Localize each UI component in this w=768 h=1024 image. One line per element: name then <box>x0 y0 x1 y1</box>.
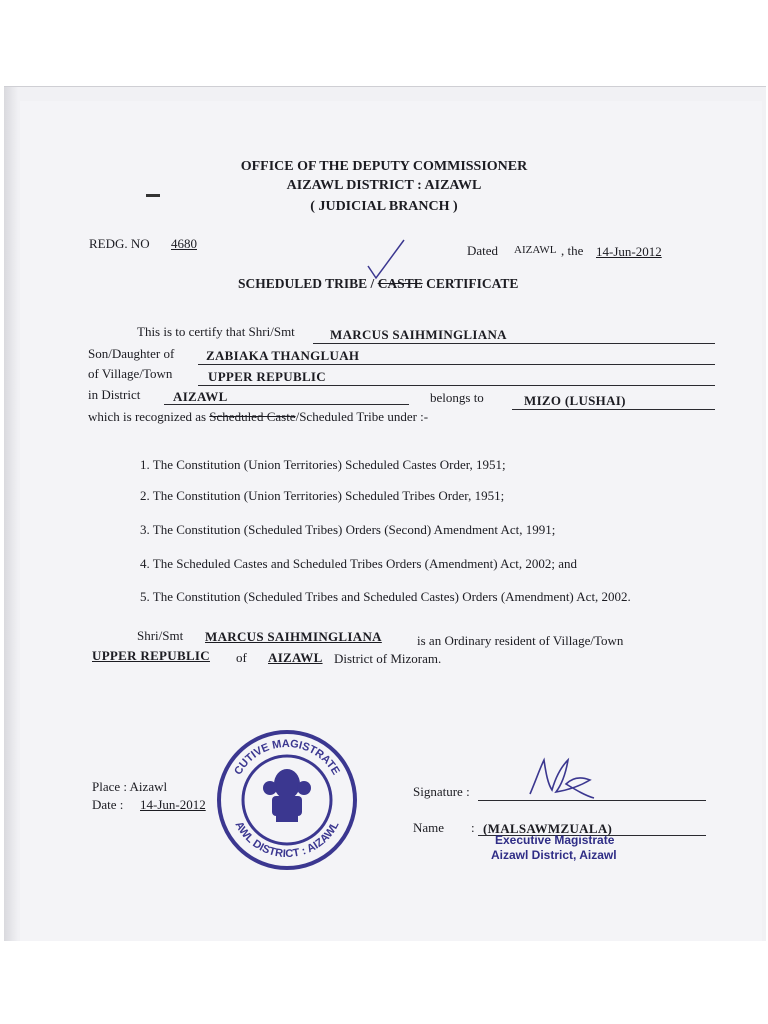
paper-sheet <box>20 101 762 941</box>
father-name: ZABIAKA THANGLUAH <box>206 348 360 363</box>
office-title: OFFICE OF THE DEPUTY COMMISSIONER <box>240 159 528 174</box>
emblem-icon <box>263 769 311 822</box>
son-of-label: Son/Daughter of <box>88 346 175 361</box>
reg-label: REDG. NO <box>89 236 150 251</box>
district-title: AIZAWL DISTRICT : AIZAWL <box>286 178 482 193</box>
district-line <box>164 404 409 405</box>
title-slash: / <box>367 276 378 291</box>
recognized-post: /Scheduled Tribe under :- <box>295 409 429 424</box>
dated-label: Dated <box>467 243 499 258</box>
tribe-name: MIZO (LUSHAI) <box>524 393 626 408</box>
village-name: UPPER REPUBLIC <box>208 369 326 384</box>
resident-district: AIZAWL <box>268 650 323 665</box>
dated-date: 14-Jun-2012 <box>596 244 662 259</box>
dated-the: , the <box>561 243 584 258</box>
village-line <box>198 385 715 386</box>
title-part2: CERTIFICATE <box>422 276 519 291</box>
resident-village: UPPER REPUBLIC <box>92 648 210 663</box>
signature-label: Signature : <box>413 784 470 799</box>
father-line <box>198 364 715 365</box>
recognized-text <box>88 409 428 425</box>
date-label: Date : <box>92 797 124 812</box>
signatory-designation: Executive Magistrate <box>495 833 615 847</box>
resident-suffix: District of Mizoram. <box>334 651 442 666</box>
footer-date: 14-Jun-2012 <box>140 797 206 812</box>
resident-of: of <box>236 650 247 665</box>
resident-name: MARCUS SAIHMINGLIANA <box>205 629 382 644</box>
ink-mark <box>146 194 160 197</box>
seal-bottom-text: AWL DISTRICT : AIZAWL <box>232 819 342 861</box>
name-colon: : <box>471 820 475 835</box>
title-struck: CASTE <box>377 276 423 291</box>
place-label: Place : Aizawl <box>92 779 168 794</box>
certificate-title <box>238 276 518 292</box>
name-label: Name <box>413 820 445 835</box>
resident-mid: is an Ordinary resident of Village/Town <box>417 633 624 648</box>
district-name: AIZAWL <box>173 389 228 404</box>
dated-place: AIZAWL <box>514 244 557 256</box>
tribe-line <box>512 409 715 410</box>
reg-number: 4680 <box>171 236 197 251</box>
official-seal <box>212 726 362 874</box>
seal-top-text: CUTIVE MAGISTRATE <box>232 737 342 778</box>
resident-prefix: Shri/Smt <box>137 628 184 643</box>
certify-text: This is to certify that Shri/Smt <box>137 324 295 339</box>
title-part1: SCHEDULED TRIBE <box>238 276 368 291</box>
district-label: in District <box>88 387 141 402</box>
holder-name: MARCUS SAIHMINGLIANA <box>330 327 507 342</box>
recognized-pre: which is recognized as <box>88 409 207 424</box>
branch-title: ( JUDICIAL BRANCH ) <box>310 199 458 214</box>
recognized-struck: Scheduled Caste <box>209 409 296 424</box>
village-label: of Village/Town <box>88 366 173 381</box>
signatory-name: (MALSAWMZUALA) <box>483 821 613 836</box>
name-line <box>313 343 715 344</box>
act-item: 1. The Constitution (Union Territories) Scheduled Castes Order, 1951; <box>140 457 506 472</box>
belongs-label: belongs to <box>430 390 484 405</box>
act-item: 5. The Constitution (Scheduled Tribes and Scheduled Castes) Orders (Amendment) Act, 2002. <box>140 589 631 604</box>
act-item: 3. The Constitution (Scheduled Tribes) Orders (Second) Amendment Act, 1991; <box>140 522 556 537</box>
act-item: 2. The Constitution (Union Territories) Scheduled Tribes Order, 1951; <box>140 488 505 503</box>
handwritten-signature <box>522 750 600 802</box>
signatory-office: Aizawl District, Aizawl <box>491 848 617 862</box>
act-item: 4. The Scheduled Castes and Scheduled Tribes Orders (Amendment) Act, 2002; and <box>140 556 577 571</box>
